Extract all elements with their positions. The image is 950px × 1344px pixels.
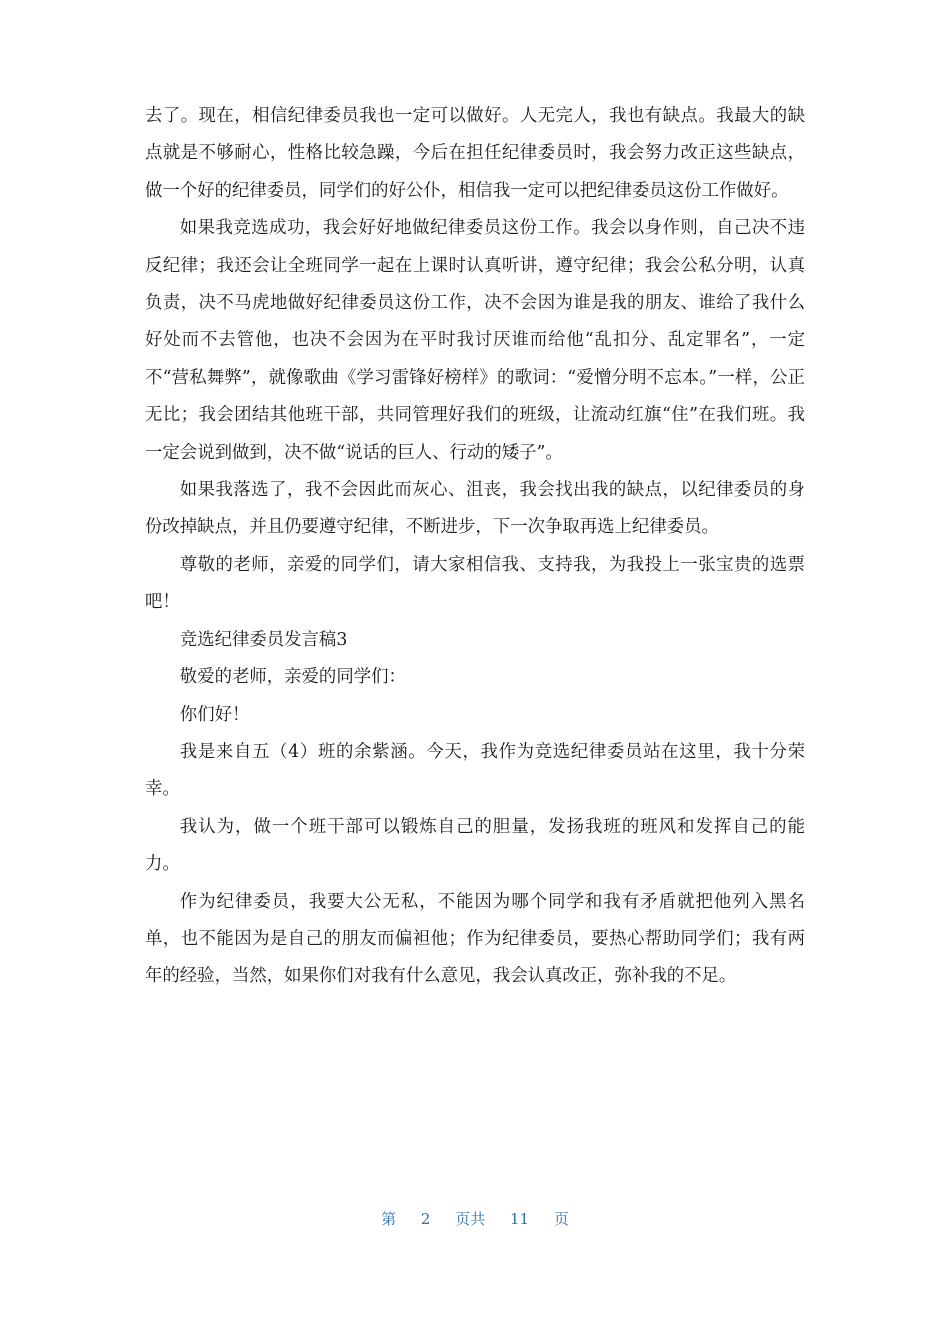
- document-body: [145, 98, 805, 996]
- footer-page-number: 2: [420, 1210, 431, 1228]
- paragraph: 如果我落选了，我不会因此而灰心、沮丧，我会找出我的缺点，以纪律委员的身份改掉缺点，并且仍要遵守纪律，不断进步，下一次争取再选上纪律委员。: [145, 480, 805, 538]
- footer-total-pages: 11: [510, 1210, 530, 1228]
- paragraph: 我是来自五（4）班的余紫涵。今天，我作为竞选纪律委员站在这里，我十分荣幸。: [145, 741, 805, 800]
- footer-middle: 页共: [455, 1210, 486, 1228]
- salutation: 敬爱的老师，亲爱的同学们：: [179, 667, 406, 688]
- paragraph: 作为纪律委员，我要大公无私，不能因为哪个同学和我有矛盾就把他列入黑名单，也不能因为是自己的朋友而偏袒他；作为纪律委员，要热心帮助同学们；我有两年的经验，当然，如果你们对我有什么意见，我会认真改正，弥补我的不足。: [145, 891, 805, 987]
- footer-prefix: 第: [381, 1210, 397, 1228]
- paragraph: 尊敬的老师，亲爱的同学们，请大家相信我、支持我，为我投上一张宝贵的选票吧！: [145, 554, 805, 613]
- section-heading: 竞选纪律委员发言稿3: [179, 629, 348, 650]
- footer-suffix: 页: [553, 1210, 569, 1228]
- paragraph: 如果我竞选成功，我会好好地做纪律委员这份工作。我会以身作则，自己决不违反纪律；我还会让全班同学一起在上课时认真听讲，遵守纪律；我会公私分明，认真负责，决不马虎地做好纪律委员这份工作，决不会因为谁是我的朋友、谁给了我什么好处而不去管他，也决不会因为在平时我讨厌谁而给他“乱扣分、乱定罪名”，一定不“营私舞弊”，就像歌曲《学习雷锋好榜样》的歌词：“爱憎分明不忘本。”一样，公正无比；我会团结其他班干部，共同管理好我们的班级，让流动红旗“住”在我们班。我一定会说到做到，决不做“说话的巨人、行动的矮子”。: [145, 218, 805, 463]
- paragraph: 我认为，做一个班干部可以锻炼自己的胆量，发扬我班的班风和发挥自己的能力。: [145, 816, 805, 875]
- greeting: 你们好！: [179, 704, 250, 725]
- page-number-footer: [0, 1208, 950, 1229]
- paragraph: 去了。现在，相信纪律委员我也一定可以做好。人无完人，我也有缺点。我最大的缺点就是不够耐心，性格比较急躁，今后在担任纪律委员时，我会努力改正这些缺点，做一个好的纪律委员，同学们的好公仆，相信我一定可以把纪律委员这份工作做好。: [145, 106, 805, 201]
